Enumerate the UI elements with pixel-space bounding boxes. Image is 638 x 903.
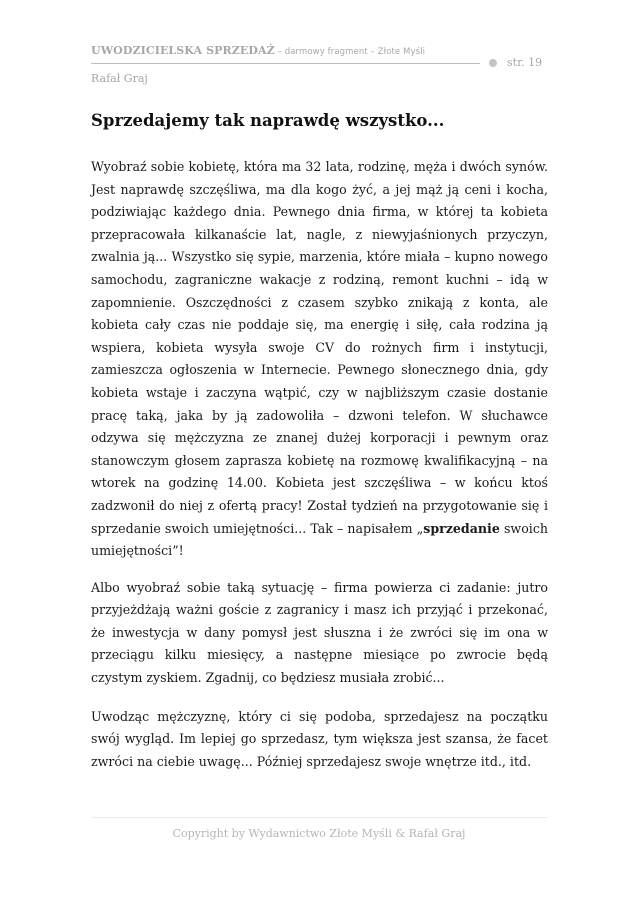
footer-copyright: Copyright by Wydawnictwo Złote Myśli & Rafał Graj	[172, 827, 466, 840]
header-bullet-icon	[489, 59, 497, 67]
paragraph-1-end: swoich umiejętności”!	[91, 520, 548, 559]
header-author: Rafał Graj	[91, 72, 148, 85]
chapter-heading: Sprzedajemy tak naprawdę wszystko...	[91, 111, 445, 130]
body-text	[91, 156, 548, 789]
running-header	[91, 44, 425, 57]
paragraph-2: Albo wyobraź sobie taką sytuację – firma powierza ci zadanie: jutro przyjeżdżają ważni goście z zagranicy i masz ich przyjąć i przekonać, że inwestycja w dany pomysł jest słuszna i że zwróci się im ona w przeciągu kilku miesięcy, a następne miesiące po zwrocie będą czystym zyskiem. Zgadnij, co będziesz musiała zrobić...	[91, 579, 548, 686]
book-title: UWODZICIELSKA SPRZEDAŻ	[91, 44, 275, 57]
page-number: str. 19	[507, 56, 543, 69]
paragraph-3: Uwodząc mężczyznę, który ci się podoba, sprzedajesz na początku swój wygląd. Im lepiej go sprzedasz, tym większa jest szansa, że facet zwróci na ciebie uwagę... Później sprzedajesz swoje wnętrze itd., itd.	[91, 708, 548, 769]
paragraph-1-emphasis: sprzedanie	[423, 520, 500, 536]
paragraph-1-text: Wyobraź sobie kobietę, która ma 32 lata, rodzinę, męża i dwóch synów. Jest naprawdę szczęśliwa, ma dla kogo żyć, a jej mąż ją ceni i kocha, podziwiając każdego dnia. Pewnego dnia firma, w której ta kobieta przepracowała kilkanaście lat, nagle, z niewyjaśnionych przyczyn, zwalnia ją... Wszystko się sypie, marzenia, które miała – kupno nowego samochodu, zagraniczne wakacje z rodziną, remont kuchni – idą w zapomnienie. Oszczędności z czasem szybko znikają z konta, ale kobieta cały czas nie poddaje się, ma energię i siłę, cała rodzina ją wspiera, kobieta wysyła swoje CV do rożnych firm i instytucji, zamieszcza ogłoszenia w Internecie. Pewnego słonecznego dnia, gdy kobieta wstaje i zaczyna wątpić, czy w najbliższym czasie dostanie pracę taką, jaka by ją zadowoliła – dzwoni telefon. W słuchawce odzywa się mężczyzna ze znanej dużej korporacji i pewnym oraz stanowczym głosem zaprasza kobietę na rozmowę kwalifikacyjną – na wtorek na godzinę 14.00. Kobieta jest szczęśliwa – w końcu ktoś zadzwonił do niej z ofertą pracy! Został tydzień na przygotowanie się i sprzedanie swoich umiejętności... Tak – napisałem „	[91, 159, 548, 536]
header-subtitle: – darmowy fragment – Złote Myśli	[274, 47, 426, 57]
header-divider	[91, 63, 480, 64]
paragraph-1	[91, 156, 548, 563]
footer-divider	[91, 817, 548, 818]
